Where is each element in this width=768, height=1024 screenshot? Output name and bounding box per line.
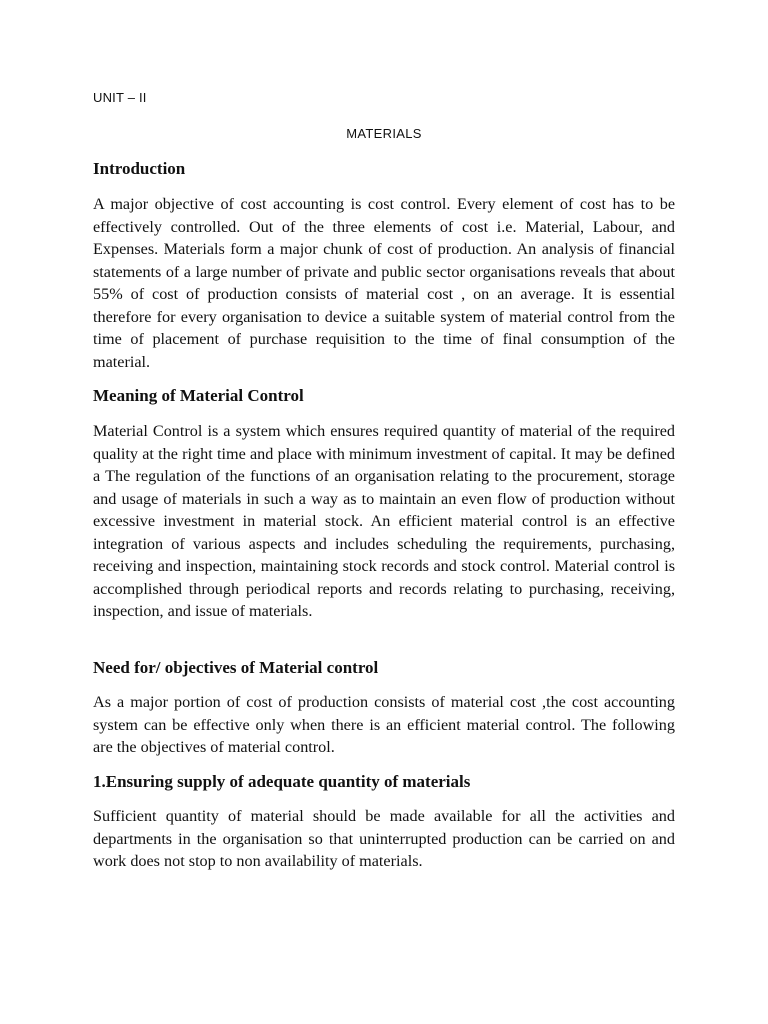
section-heading-supply: 1.Ensuring supply of adequate quantity of materials bbox=[93, 772, 471, 791]
section-heading-objectives: Need for/ objectives of Material control bbox=[93, 658, 379, 677]
section-heading-meaning: Meaning of Material Control bbox=[93, 386, 304, 405]
section-heading-introduction: Introduction bbox=[93, 159, 186, 178]
unit-label: UNIT – II bbox=[93, 90, 147, 105]
section-body-supply: Sufficient quantity of material should be made available for all the activities and departments in the organisation so that uninterrupted production can be carried on and work does not stop to non availability of materials. bbox=[93, 807, 675, 870]
section-body-meaning: Material Control is a system which ensures required quantity of material of the required quality at the right time and place with minimum investment of capital. It may be defined a The regulation of the functions of an organisation relating to the procurement, storage and usage of materials in such a way as to maintain an even flow of production without excessive investment in material stock. An efficient material control is an effective integration of various aspects and includes scheduling the requirements, purchasing, receiving and inspection, maintaining stock records and stock control. Material control is accomplished through periodical reports and records relating to purchasing, receiving, inspection, and issue of materials. bbox=[93, 422, 675, 620]
section-body-introduction: A major objective of cost accounting is cost control. Every element of cost has to be effectively controlled. Out of the three elements of cost i.e. Material, Labour, and Expenses. Materials form a major chunk of cost of production. An analysis of financial statements of a large number of private and public sector organisations reveals that about 55% of cost of production consists of material cost , on an average. It is essential therefore for every organisation to device a suitable system of material control from the time of placement of purchase requisition to the time of final consumption of the material. bbox=[93, 195, 675, 371]
section-body-objectives: As a major portion of cost of production consists of material cost ,the cost accounting system can be effective only when there is an efficient material control. The following are the objectives of material control. bbox=[93, 693, 675, 756]
chapter-title: MATERIALS bbox=[346, 126, 422, 141]
